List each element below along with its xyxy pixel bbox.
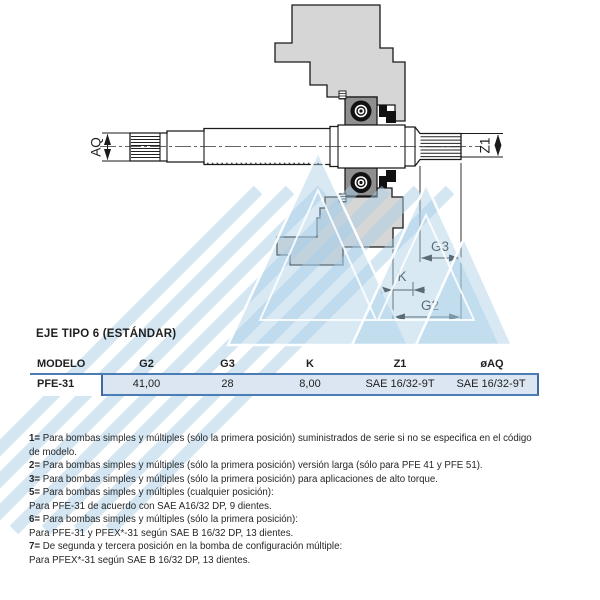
footnote-line: 5= Para bombas simples y múltiples (cualquier posición): (29, 487, 274, 498)
table-title: EJE TIPO 6 (ESTÁNDAR) (36, 328, 177, 340)
cell-k: 8,00 (265, 375, 355, 396)
footnote-line: 1= Para bombas simples y múltiples (sólo la primera posición) suministrados de serie si no se especifica en el código (29, 433, 532, 444)
col-header-g3: G3 (220, 358, 235, 370)
spec-table (30, 352, 539, 396)
cell-aq: SAE 16/32-9T (445, 375, 539, 396)
cell-g3: 28 (190, 375, 265, 396)
col-header-g2: G2 (139, 358, 154, 370)
col-header-aq: øAQ (480, 358, 504, 370)
footnote-line: Para PFEX*-31 según SAE B 16/32 DP, 13 dientes. (29, 554, 251, 566)
dim-label-aq: AQ (88, 137, 104, 157)
footnotes (29, 432, 532, 567)
shaft-seal-bottom (379, 170, 396, 188)
cell-z1: SAE 16/32-9T (355, 375, 445, 396)
footnote-line: 2= Para bombas simples y múltiples (sólo la primera posición) versión larga (sólo para PFE 41 y PFE 51). (29, 460, 483, 471)
dim-label-z1: Z1 (477, 137, 493, 154)
spec-table-header-row (30, 352, 539, 375)
cell-g2: 41,00 (103, 375, 190, 396)
shaft-seal-top (379, 105, 396, 123)
cell-modelo: PFE-31 (30, 375, 103, 396)
col-header-z1: Z1 (393, 358, 407, 370)
spec-table-data-row (30, 375, 539, 396)
shaft-body (100, 125, 480, 168)
footnote-line: Para PFE-31 de acuerdo con SAE A16/32 DP, 9 dientes. (29, 500, 272, 512)
housing-top (275, 5, 405, 121)
col-header-k: K (306, 358, 314, 370)
footnote-line: 6= Para bombas simples y múltiples (sólo la primera posición): (29, 514, 298, 525)
footnote-line: 7= De segunda y tercera posición en la bomba de configuración múltiple: (29, 541, 343, 552)
footnote-line: Para PFE-31 y PFEX*-31 según SAE B 16/32 DP, 13 dientes. (29, 527, 294, 539)
footnote-line: de modelo. (29, 446, 77, 458)
col-header-modelo: MODELO (37, 358, 86, 370)
footnote-line: 3= Para bombas simples y múltiples (sólo la primera posición) para aplicaciones de alto torque. (29, 473, 438, 485)
